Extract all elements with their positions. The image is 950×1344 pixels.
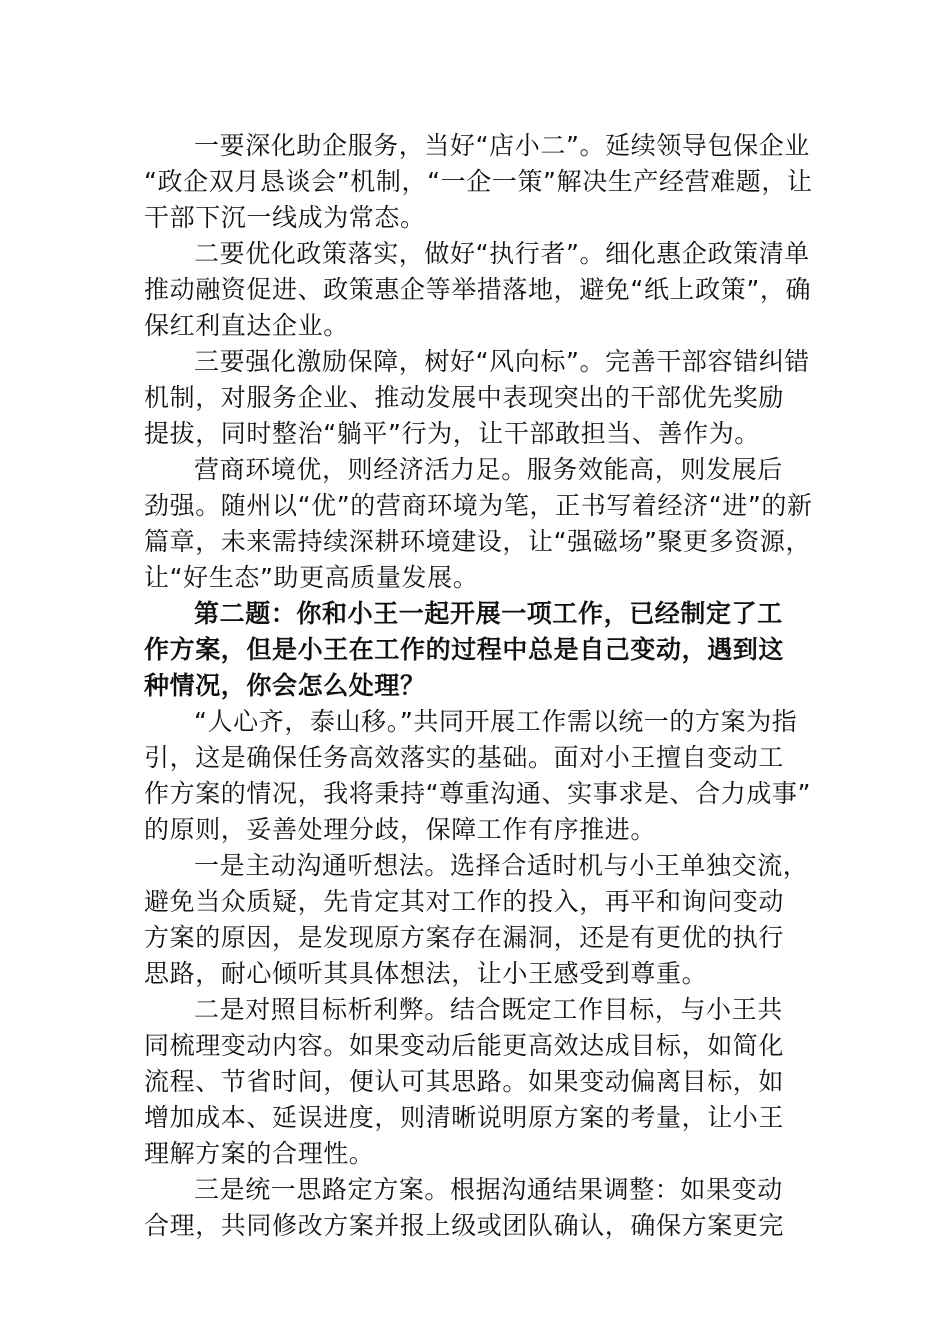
text-line: 增加成本、延误进度，则清晰说明原方案的考量，让小王 [144,1103,785,1132]
text-line: 一要深化助企服务，当好“店小二”。延续领导包保企业 [194,131,810,160]
text-line: “人心齐，泰山移。”共同开展工作需以统一的方案为指 [194,707,798,736]
text-line: 一是主动沟通听想法。选择合适时机与小王单独交流， [194,851,809,880]
paragraph-answer-intro [144,704,834,848]
text-line: 劲强。随州以“优”的营商环境为笔，正书写着经济“进”的新 [144,491,813,520]
paragraph-business-environment-summary [144,452,834,596]
text-line: 提拔，同时整治“躺平”行为，让干部敢担当、善作为。 [144,419,760,448]
text-line: 的原则，妥善处理分歧，保障工作有序推进。 [144,815,657,844]
text-line: 二要优化政策落实，做好“执行者”。细化惠企政策清单 [194,239,810,268]
text-line: 让“好生态”助更高质量发展。 [144,563,479,592]
text-line: 同梳理变动内容。如果变动后能更高效达成目标，如简化 [144,1031,785,1060]
paragraph-strengthen-incentives [144,344,834,452]
question-line: 种情况，你会怎么处理？ [144,671,426,700]
question-line: 作方案，但是小王在工作的过程中总是自己变动，遇到这 [144,635,785,664]
text-line: 合理，共同修改方案并报上级或团队确认，确保方案更完 [144,1211,785,1240]
text-line: 作方案的情况，我将秉持“尊重沟通、实事求是、合力成事” [144,779,812,808]
text-line: 篇章，未来需持续深耕环境建设，让“强磁场”聚更多资源， [144,527,812,556]
paragraph-optimize-policy [144,236,834,344]
text-line: 营商环境优，则经济活力足。服务效能高，则发展后 [194,455,783,484]
text-line: 引，这是确保任务高效落实的基础。面对小王擅自变动工 [144,743,785,772]
paragraph-deepen-enterprise-service [144,128,834,236]
text-line: 方案的原因，是发现原方案存在漏洞，还是有更优的执行 [144,923,785,952]
text-line: 思路，耐心倾听其具体想法，让小王感受到尊重。 [144,959,708,988]
question-two-heading [144,596,834,704]
paragraph-unify-plan [144,1172,834,1244]
paragraph-communicate-proactively [144,848,834,992]
document-body [144,128,834,1244]
text-line: “政企双月恳谈会”机制，“一企一策”解决生产经营难题，让 [144,167,813,196]
text-line: 推动融资促进、政策惠企等举措落地，避免“纸上政策”，确 [144,275,812,304]
text-line: 保红利直达企业。 [144,311,349,340]
text-line: 理解方案的合理性。 [144,1139,375,1168]
text-line: 三要强化激励保障，树好“风向标”。完善干部容错纠错 [194,347,810,376]
paragraph-compare-goals [144,992,834,1172]
text-line: 二是对照目标析利弊。结合既定工作目标，与小王共 [194,995,783,1024]
text-line: 三是统一思路定方案。根据沟通结果调整：如果变动 [194,1175,783,1204]
text-line: 机制，对服务企业、推动发展中表现突出的干部优先奖励 [144,383,785,412]
question-line: 第二题：你和小王一起开展一项工作，已经制定了工 [194,599,783,628]
text-line: 避免当众质疑，先肯定其对工作的投入，再平和询问变动 [144,887,785,916]
text-line: 流程、节省时间，便认可其思路。如果变动偏离目标，如 [144,1067,785,1096]
text-line: 干部下沉一线成为常态。 [144,203,426,232]
